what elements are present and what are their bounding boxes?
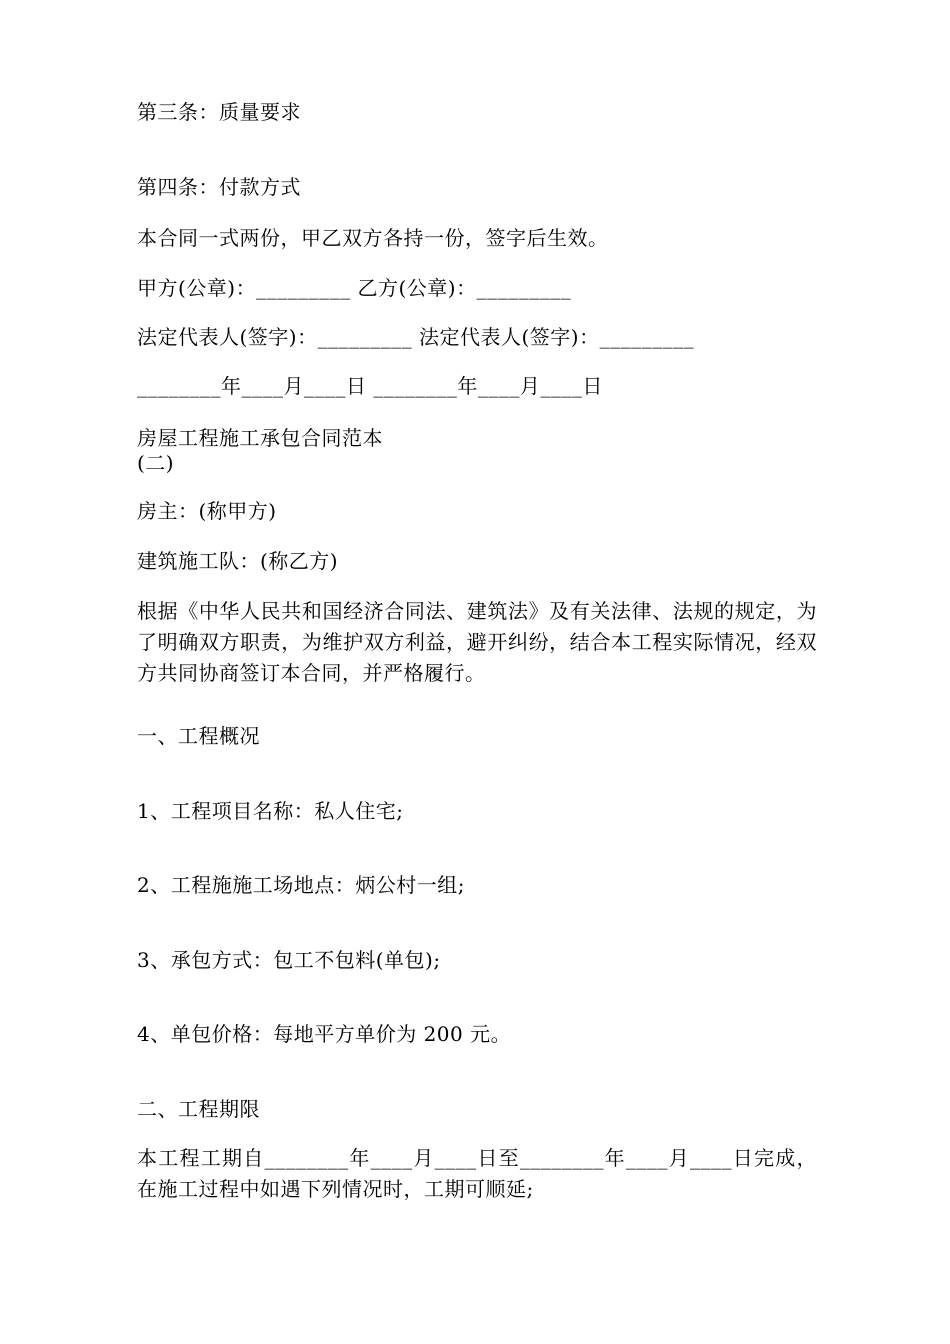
legal-representative-line: 法定代表人(签字)：_________ 法定代表人(签字)：_________ xyxy=(137,325,695,349)
article-4-heading: 第四条：付款方式 xyxy=(137,175,301,199)
signature-date-line: ________年____月____日 ________年____月____日 xyxy=(137,374,603,398)
builder-party: 建筑施工队：(称乙方) xyxy=(137,549,339,573)
section-2-heading: 二、工程期限 xyxy=(137,1097,260,1121)
project-site-item: 2、工程施施工场地点：炳公村一组; xyxy=(137,873,465,897)
contract-title: 房屋工程施工承包合同范本 xyxy=(137,426,383,450)
project-name-item: 1、工程项目名称：私人住宅; xyxy=(137,799,404,823)
unit-price-item: 4、单包价格：每地平方单价为 200 元。 xyxy=(137,1022,512,1046)
contract-number: (二) xyxy=(137,451,175,475)
owner-party: 房主：(称甲方) xyxy=(137,499,277,523)
preamble-paragraph: 根据《中华人民共和国经济合同法、建筑法》及有关法律、法规的规定，为了明确双方职责，为维护双方利益，避开纠纷，结合本工程实际情况，经双方共同协商签订本合同，并严格履行。 xyxy=(137,599,817,685)
construction-period-paragraph: 本工程工期自________年____月____日至________年____月____日完成，在施工过程中如遇下列情况时，工期可顺延; xyxy=(137,1146,817,1201)
copies-clause: 本合同一式两份，甲乙双方各持一份，签字后生效。 xyxy=(137,226,609,250)
section-1-heading: 一、工程概况 xyxy=(137,724,260,748)
contract-method-item: 3、承包方式：包工不包料(单包); xyxy=(137,948,441,972)
seal-line: 甲方(公章)：_________ 乙方(公章)：_________ xyxy=(137,276,572,300)
article-3-heading: 第三条：质量要求 xyxy=(137,100,301,124)
